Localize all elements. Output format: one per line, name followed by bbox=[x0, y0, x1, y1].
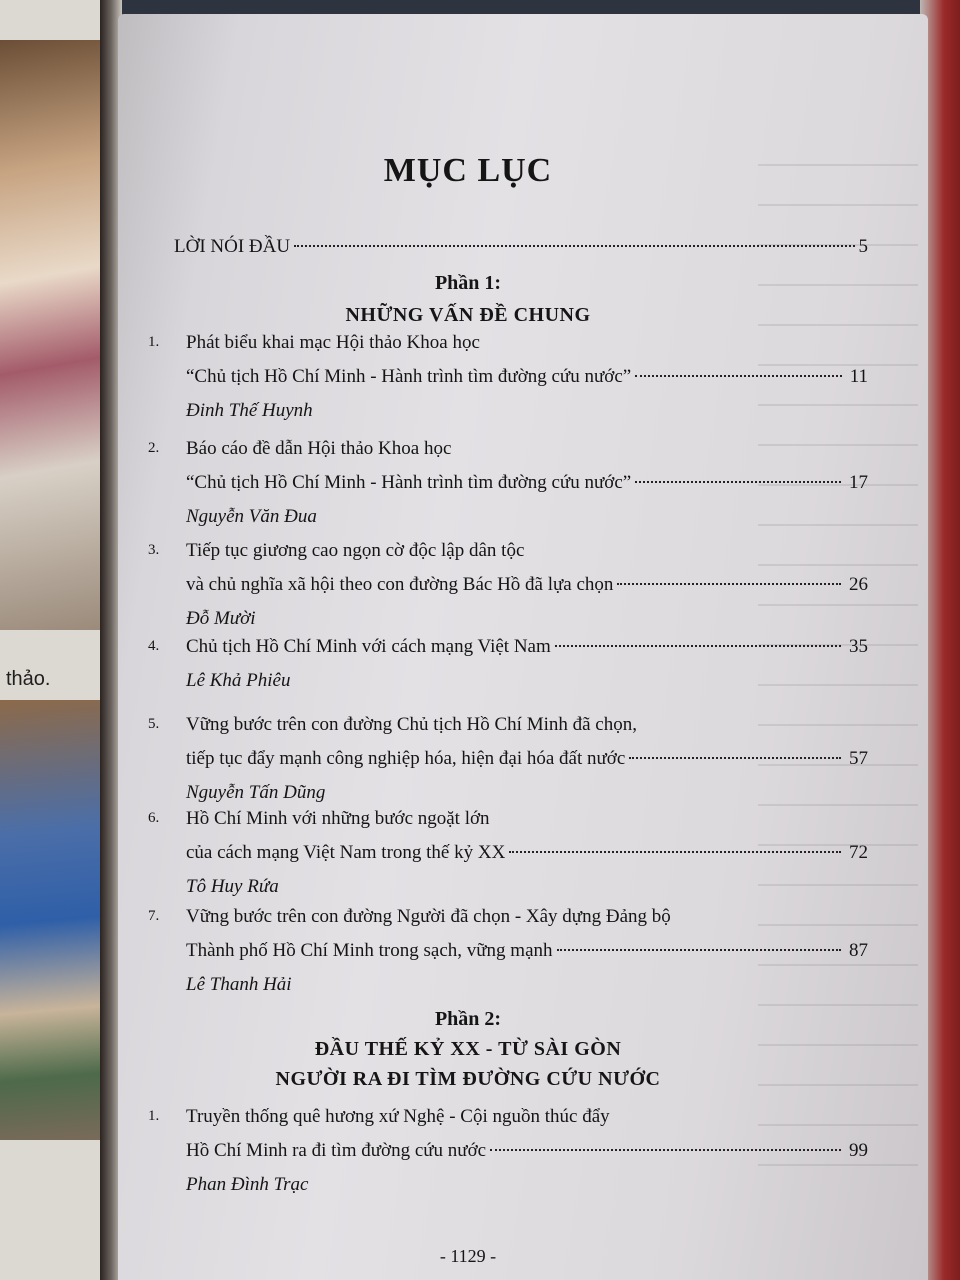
entry-page: 35 bbox=[849, 636, 868, 657]
entry-title-line-1: Báo cáo đề dẫn Hội thảo Khoa học bbox=[186, 438, 452, 459]
entry-title-line-1: Chủ tịch Hồ Chí Minh với cách mạng Việt Nam bbox=[186, 636, 551, 657]
entry-number: 4. bbox=[148, 638, 160, 654]
entry-author: Lê Thanh Hải bbox=[186, 974, 292, 995]
part-1-label: Phần 1: bbox=[434, 272, 502, 294]
part-1-title: NHỮNG VẤN ĐỀ CHUNG bbox=[345, 304, 591, 326]
page-number: - 1129 - bbox=[439, 1246, 497, 1266]
entry-number: 5. bbox=[148, 716, 160, 732]
leader-dots bbox=[490, 1149, 841, 1151]
leader-dots bbox=[629, 757, 841, 759]
entry-number: 7. bbox=[148, 908, 160, 924]
entry-number: 3. bbox=[148, 542, 160, 558]
entry-title-line-2: của cách mạng Việt Nam trong thế kỷ XX bbox=[186, 842, 506, 863]
entry-page: 72 bbox=[849, 842, 868, 863]
entry-title-line-1: Hồ Chí Minh với những bước ngoặt lớn bbox=[186, 808, 490, 829]
entry-title-line-1: Tiếp tục giương cao ngọn cờ độc lập dân tộc bbox=[186, 540, 525, 561]
entry-title-line-1: Truyền thống quê hương xứ Nghệ - Cội nguồn thúc đẩy bbox=[186, 1106, 610, 1127]
leader-dots bbox=[509, 851, 841, 853]
leader-dots bbox=[555, 645, 841, 647]
entry-title-line-2: tiếp tục đẩy mạnh công nghiệp hóa, hiện đại hóa đất nước bbox=[186, 748, 626, 769]
entry-page: 99 bbox=[849, 1140, 868, 1161]
leader-dots bbox=[294, 245, 854, 247]
leader-dots bbox=[635, 375, 842, 377]
entry-title-line-2: Thành phố Hồ Chí Minh trong sạch, vững mạnh bbox=[186, 940, 553, 961]
entry-author: Đinh Thế Huynh bbox=[186, 400, 313, 421]
entry-page: 26 bbox=[849, 574, 868, 595]
part-2-title-line-1: ĐẦU THẾ KỶ XX - TỪ SÀI GÒN bbox=[314, 1038, 622, 1060]
toc-page bbox=[118, 14, 928, 1280]
entry-page: 17 bbox=[849, 472, 868, 493]
entry-title-line-2: “Chủ tịch Hồ Chí Minh - Hành trình tìm đường cứu nước” bbox=[186, 366, 632, 387]
entry-title-line-2: Hồ Chí Minh ra đi tìm đường cứu nước bbox=[186, 1140, 487, 1161]
entry-number: 1. bbox=[148, 334, 160, 350]
students-photo bbox=[0, 700, 110, 1140]
entry-title-line-1: Vững bước trên con đường Người đã chọn - Xây dựng Đảng bộ bbox=[186, 906, 671, 927]
entry-number: 6. bbox=[148, 810, 160, 826]
entry-number: 2. bbox=[148, 440, 160, 456]
entry-author: Nguyễn Tấn Dũng bbox=[186, 782, 326, 803]
leader-dots bbox=[635, 481, 841, 483]
entry-title-line-1: Phát biểu khai mạc Hội thảo Khoa học bbox=[186, 332, 480, 353]
leader-dots bbox=[617, 583, 841, 585]
entry-title-line-2: và chủ nghĩa xã hội theo con đường Bác Hồ đã lựa chọn bbox=[186, 574, 614, 595]
leader-dots bbox=[557, 949, 841, 951]
entry-author: Lê Khả Phiêu bbox=[186, 670, 291, 691]
entry-author: Tô Huy Rứa bbox=[186, 876, 279, 897]
part-2-label: Phần 2: bbox=[434, 1008, 502, 1030]
entry-author: Phan Đình Trạc bbox=[186, 1174, 309, 1195]
entry-number: 1. bbox=[148, 1108, 160, 1124]
page-title: MỤC LỤC bbox=[383, 152, 553, 189]
conference-photo bbox=[0, 40, 110, 630]
entry-page: 87 bbox=[849, 940, 868, 961]
entry-title-line-2: “Chủ tịch Hồ Chí Minh - Hành trình tìm đường cứu nước” bbox=[186, 472, 632, 493]
photo-caption: thảo. bbox=[6, 668, 51, 690]
entry-page: 11 bbox=[849, 366, 868, 387]
entry-page: 57 bbox=[849, 748, 868, 769]
entry-author: Đỗ Mười bbox=[186, 608, 256, 629]
entry-title-line-1: Vững bước trên con đường Chủ tịch Hồ Chí Minh đã chọn, bbox=[186, 714, 637, 735]
entry-author: Nguyễn Văn Đua bbox=[186, 506, 317, 527]
foreword-entry bbox=[174, 236, 868, 258]
foreword-page: 5 bbox=[858, 236, 868, 257]
part-2-title-line-2: NGƯỜI RA ĐI TÌM ĐƯỜNG CỨU NƯỚC bbox=[275, 1068, 661, 1090]
foreword-label: LỜI NÓI ĐẦU bbox=[174, 236, 291, 257]
